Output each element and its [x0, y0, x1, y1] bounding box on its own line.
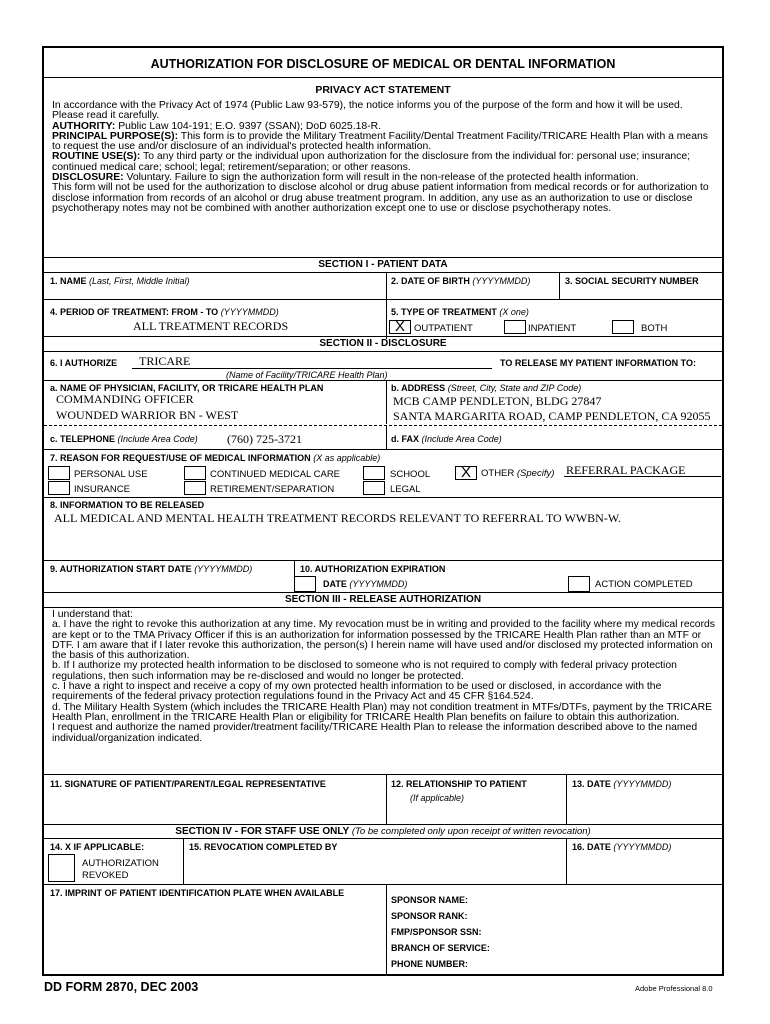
form-title: AUTHORIZATION FOR DISCLOSURE OF MEDICAL OR DENTAL INFORMATION — [150, 57, 616, 71]
divider — [44, 272, 722, 273]
phone-label: PHONE NUMBER: — [391, 959, 469, 969]
type-hint: (X one) — [499, 307, 529, 317]
info-label: 8. INFORMATION TO BE RELEASED — [50, 500, 205, 510]
authorize-hint: (Name of Facility/TRICARE Health Plan) — [226, 370, 388, 380]
section4-title-text: SECTION IV - FOR STAFF USE ONLY — [175, 826, 350, 837]
date-label: 13. DATE — [572, 779, 611, 789]
divider — [44, 884, 722, 885]
b-label — [391, 383, 581, 393]
section1-title: SECTION I - PATIENT DATA — [318, 259, 448, 270]
continued-option: CONTINUED MEDICAL CARE — [210, 469, 341, 480]
x-if-applicable-label: 14. X IF APPLICABLE: — [50, 842, 145, 852]
divider — [44, 299, 722, 300]
divider — [44, 380, 722, 381]
revocation-field[interactable]: 15. REVOCATION COMPLETED BY — [189, 842, 338, 852]
routine-line — [52, 152, 716, 173]
section3-p0: I understand that: — [52, 609, 133, 620]
divider — [566, 838, 567, 884]
sponsor-rank-label: SPONSOR RANK: — [391, 911, 468, 921]
action-completed-checkbox[interactable] — [568, 576, 590, 592]
revoked-checkbox[interactable] — [48, 854, 75, 882]
relationship-field[interactable]: 12. RELATIONSHIP TO PATIENT — [391, 779, 527, 789]
period-label — [50, 307, 279, 317]
section3-pc: c. I have a right to inspect and receive a copy of my own protected health information to be used or disclosed, in accordance with the requirements of the federal privacy protection regulations found in the Privacy Act and 45 CFR §164.524. — [52, 681, 662, 703]
name-field[interactable] — [50, 276, 190, 286]
disclosure-text: Voluntary. Failure to sign the authorization form will result in the non-release of the protected health information. — [123, 172, 639, 184]
exp-date-checkbox[interactable] — [294, 576, 316, 592]
start-label — [50, 564, 252, 574]
period-label-text: 4. PERIOD OF TREATMENT: FROM - TO — [50, 307, 219, 317]
type-label — [391, 307, 529, 317]
purpose-text: This form is to provide the Military Treatment Facility/Dental Treatment Facility/TRICARE Health Plan with a means to request the use and/or disclosure of an individual's protected health information. — [52, 130, 708, 153]
routine-text: To any third party or the individual upon authorization for the disclosure from the individual for: personal use; insurance; continued medical care; school; legal; retirement/separation; or other reasons. — [52, 151, 690, 173]
branch-label: BRANCH OF SERVICE: — [391, 943, 490, 953]
date-16-label: 16. DATE — [572, 842, 611, 852]
divider — [44, 592, 722, 593]
divider — [566, 774, 567, 824]
legal-option: LEGAL — [390, 484, 421, 495]
both-checkbox[interactable] — [612, 320, 634, 334]
section3-title: SECTION III - RELEASE AUTHORIZATION — [284, 594, 482, 605]
privacy-statement — [52, 101, 716, 214]
ssn-field[interactable]: 3. SOCIAL SECURITY NUMBER — [565, 276, 699, 286]
d-label — [391, 434, 502, 444]
software-note: Adobe Professional 8.0 — [635, 984, 713, 993]
revoked-label-1: AUTHORIZATION — [82, 858, 159, 869]
name-label: 1. NAME — [50, 276, 87, 286]
b-value-1[interactable]: MCB CAMP PENDLETON, BLDG 27847 — [393, 394, 602, 408]
a-value-1[interactable]: COMMANDING OFFICER — [56, 392, 194, 406]
school-option: SCHOOL — [390, 469, 431, 480]
a-value-2[interactable]: WOUNDED WARRIOR BN - WEST — [56, 408, 239, 422]
b-label-text: b. ADDRESS — [391, 383, 446, 393]
continued-checkbox[interactable] — [184, 466, 206, 480]
divider — [44, 560, 722, 561]
date-hint: (YYYYMMDD) — [613, 779, 672, 789]
divider — [44, 838, 722, 839]
divider — [44, 774, 722, 775]
personal-checkbox[interactable] — [48, 466, 70, 480]
section3-pa: a. I have the right to revoke this authorization at any time. My revocation must be in writing and provided to the facility where my medical records are kept or to the TMA Privacy Officer if this is an authorization for information possessed by the TRICARE Health Plan rather than an MTF or DTF. I am aware that if I later revoke this authorization, the person(s) I herein name will have used and/or disclosed my protected information on the basis of this authorization. — [52, 619, 716, 662]
insurance-checkbox[interactable] — [48, 481, 70, 495]
start-label-text: 9. AUTHORIZATION START DATE — [50, 564, 192, 574]
dob-label: 2. DATE OF BIRTH — [391, 276, 470, 286]
authority-label: AUTHORITY: — [52, 120, 116, 132]
a-label: a. NAME OF PHYSICIAN, FACILITY, OR TRICARE HEALTH PLAN — [50, 383, 324, 393]
dob-hint: (YYYYMMDD) — [472, 276, 531, 286]
privacy-note: This form will not be used for the authorization to disclose alcohol or drug abuse patient information from medical records or for authorization to disclose information from records of an alcohol or drug abuse treatment program. In addition, any use as an authorization to use or disclose psychotherapy notes may not be combined with another authorization except one to use or disclose psychotherapy notes. — [52, 182, 709, 214]
authorize-value[interactable]: TRICARE — [139, 354, 191, 368]
other-hint: (Specify) — [516, 468, 555, 479]
b-value-2[interactable]: SANTA MARGARITA ROAD, CAMP PENDLETON, CA 92055 — [393, 409, 711, 423]
outpatient-checkbox[interactable]: X — [389, 320, 411, 334]
inpatient-option: INPATIENT — [528, 323, 577, 334]
authorize-label: 6. I AUTHORIZE — [50, 358, 118, 368]
divider — [386, 272, 387, 339]
c-label — [50, 434, 198, 444]
privacy-intro: In accordance with the Privacy Act of 1974 (Public Law 93-579), the notice informs you of the purpose of the form and how it will be used. Please read it carefully. — [52, 100, 683, 122]
divider — [44, 824, 722, 825]
section3-pd: d. The Military Health System (which includes the TRICARE Health Plan) may not condition treatment in MTFs/DTFs, payment by the TRICARE Health Plan, enrollment in the TRICARE Health Plan or eligibility for TRICARE Health Plan benefits on failure to obtain this authorization. — [52, 701, 713, 723]
school-checkbox[interactable] — [363, 466, 385, 480]
date-16-field[interactable] — [572, 842, 671, 852]
authority-text: Public Law 104-191; E.O. 9397 (SSAN); DoD 6025.18-R. — [115, 120, 381, 132]
section3-pb: b. If I authorize my protected health information to be disclosed to someone who is not required to comply with federal privacy protection regulations, then such information may be re-disclosed and would no longer be protected. — [52, 660, 677, 682]
c-value[interactable]: (760) 725-3721 — [227, 432, 302, 446]
release-to-label: TO RELEASE MY PATIENT INFORMATION TO: — [500, 358, 697, 368]
both-option: BOTH — [641, 323, 668, 334]
insurance-option: INSURANCE — [74, 484, 130, 495]
form-id: DD FORM 2870, DEC 2003 — [44, 980, 199, 994]
type-label-text: 5. TYPE OF TREATMENT — [391, 307, 497, 317]
disclosure-label: DISCLOSURE: — [52, 172, 124, 184]
divider — [183, 838, 184, 884]
d-hint: (Include Area Code) — [421, 434, 502, 444]
exp-date-label — [323, 579, 407, 589]
revoked-label-2: REVOKED — [82, 870, 129, 881]
c-hint: (Include Area Code) — [117, 434, 198, 444]
legal-checkbox[interactable] — [363, 481, 385, 495]
other-option — [481, 468, 554, 479]
divider — [44, 351, 722, 352]
purpose-label: PRINCIPAL PURPOSE(S): — [52, 130, 179, 142]
divider — [44, 336, 722, 337]
c-label-text: c. TELEPHONE — [50, 434, 116, 444]
period-hint: (YYYYMMDD) — [220, 307, 279, 317]
inpatient-checkbox[interactable] — [504, 320, 526, 334]
retirement-option: RETIREMENT/SEPARATION — [210, 484, 335, 495]
start-hint: (YYYYMMDD) — [194, 564, 253, 574]
release-authorization-text — [52, 610, 716, 744]
divider — [44, 77, 722, 78]
section4-title — [44, 826, 722, 837]
divider — [44, 449, 722, 450]
reason-label — [50, 453, 380, 463]
dob-field[interactable] — [391, 276, 530, 286]
action-completed-label: ACTION COMPLETED — [595, 579, 693, 590]
period-value[interactable]: ALL TREATMENT RECORDS — [133, 319, 289, 333]
section3-pe: I request and authorize the named provider/treatment facility/TRICARE Health Plan to release the information described above to the named individual/organization indicated. — [52, 722, 698, 744]
divider — [44, 607, 722, 608]
privacy-heading: PRIVACY ACT STATEMENT — [315, 84, 451, 96]
d-label-text: d. FAX — [391, 434, 420, 444]
info-value[interactable]: ALL MEDICAL AND MENTAL HEALTH TREATMENT RECORDS RELEVANT TO REFERRAL TO WWBN-W. — [54, 511, 622, 525]
divider — [559, 272, 560, 299]
name-hint: (Last, First, Middle Initial) — [89, 276, 190, 286]
divider — [44, 497, 722, 498]
dd-form-2870 — [42, 46, 724, 976]
imprint-label: 17. IMPRINT OF PATIENT IDENTIFICATION PLATE WHEN AVAILABLE — [50, 888, 345, 898]
relationship-hint: (If applicable) — [410, 793, 465, 803]
purpose-line — [52, 132, 716, 153]
sponsor-name-label: SPONSOR NAME: — [391, 895, 469, 905]
other-checkbox[interactable]: X — [455, 466, 477, 480]
section4-title-hint: (To be completed only upon receipt of written revocation) — [351, 826, 591, 837]
other-value[interactable]: REFERRAL PACKAGE — [566, 463, 686, 477]
divider — [44, 257, 722, 258]
reason-hint: (X as applicable) — [313, 453, 381, 463]
b-hint: (Street, City, State and ZIP Code) — [447, 383, 582, 393]
divider — [386, 380, 387, 424]
date-field[interactable] — [572, 779, 671, 789]
divider — [386, 425, 387, 449]
other-underline — [564, 476, 721, 477]
signature-field[interactable]: 11. SIGNATURE OF PATIENT/PARENT/LEGAL REPRESENTATIVE — [50, 779, 326, 789]
retirement-checkbox[interactable] — [184, 481, 206, 495]
outpatient-option: OUTPATIENT — [414, 323, 473, 334]
divider — [386, 774, 387, 824]
reason-label-text: 7. REASON FOR REQUEST/USE OF MEDICAL INFORMATION — [50, 453, 311, 463]
exp-date-hint: (YYYYMMDD) — [349, 579, 408, 589]
divider — [386, 884, 387, 976]
sponsor-ssn-label: FMP/SPONSOR SSN: — [391, 927, 482, 937]
personal-option: PERSONAL USE — [74, 469, 148, 480]
section2-title: SECTION II - DISCLOSURE — [319, 338, 447, 349]
routine-label: ROUTINE USE(S): — [52, 151, 141, 163]
divider — [44, 425, 722, 426]
exp-date-text: DATE — [323, 579, 347, 589]
exp-label: 10. AUTHORIZATION EXPIRATION — [300, 564, 446, 574]
other-label: OTHER — [481, 468, 515, 479]
date-16-hint: (YYYYMMDD) — [613, 842, 672, 852]
